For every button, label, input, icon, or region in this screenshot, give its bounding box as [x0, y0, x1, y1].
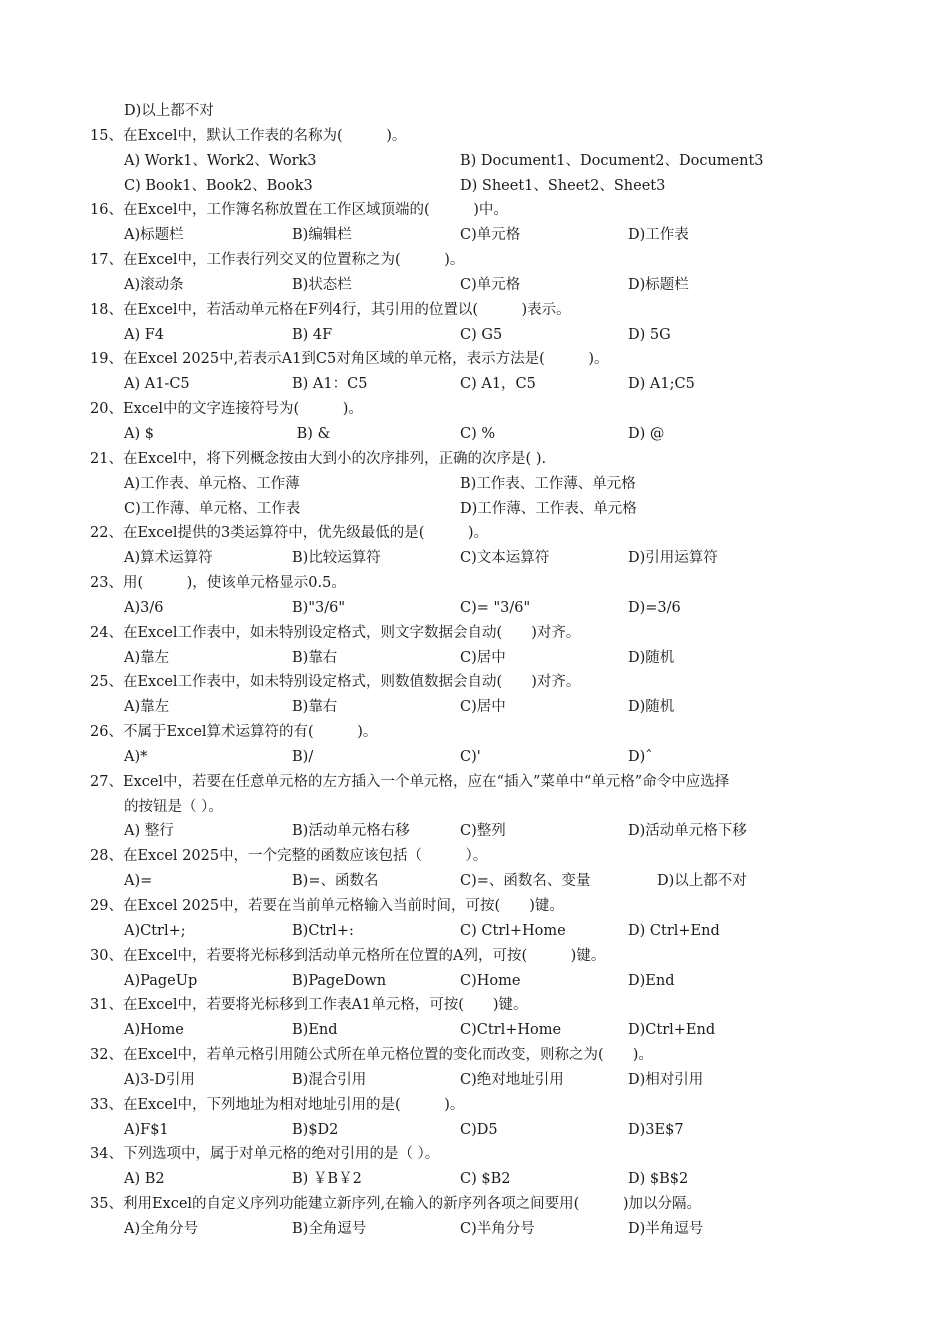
- option-a: A) 整行: [124, 823, 174, 840]
- question-stem: [90, 248, 890, 273]
- question-item: [90, 1093, 890, 1143]
- option-c: C)工作薄、单元格、工作表: [124, 500, 301, 517]
- question-text: 26、不属于Excel算术运算符的有( )。: [90, 724, 378, 741]
- option-b: B)靠右: [292, 699, 338, 716]
- option-d: D) Sheet1、Sheet2、Sheet3: [460, 177, 666, 194]
- question-text: 31、在Excel中，若要将光标移到工作表A1单元格，可按( )键。: [90, 997, 528, 1014]
- question-stem: [90, 447, 890, 472]
- question-text: 28、在Excel 2025中，一个完整的函数应该包括（ ）。: [90, 848, 488, 865]
- question-item: [90, 670, 890, 720]
- option-d: D)随机: [628, 699, 675, 716]
- option-row: [90, 1018, 890, 1043]
- option-a: A)全角分号: [124, 1220, 199, 1237]
- question-item: [90, 944, 890, 994]
- option-d: D)工作表: [628, 227, 689, 244]
- question-item: [90, 993, 890, 1043]
- option-b: B)工作表、工作薄、单元格: [460, 475, 636, 492]
- option-row: [90, 546, 890, 571]
- option-c: C)单元格: [460, 227, 521, 244]
- option-row: [90, 472, 890, 497]
- question-item: [90, 1043, 890, 1093]
- option-d: D) Ctrl+End: [628, 922, 720, 939]
- question-list: [90, 99, 890, 1242]
- option-d: D)工作薄、工作表、单元格: [460, 500, 637, 517]
- option-a: A) Work1、Work2、Work3: [124, 152, 317, 169]
- option-a: A) A1-C5: [124, 376, 190, 393]
- question-text: 21、在Excel中，将下列概念按由大到小的次序排列，正确的次序是( ).: [90, 450, 547, 467]
- option-c: C)D5: [460, 1121, 498, 1138]
- option-b: B)/: [292, 748, 314, 765]
- question-text: 24、在Excel工作表中，如未特别设定格式，则文字数据会自动( )对齐。: [90, 624, 581, 641]
- question-item: [90, 298, 890, 348]
- option-c: C) G5: [460, 326, 503, 343]
- option-c: C) Book1、Book2、Book3: [124, 177, 313, 194]
- option-a: A) F4: [124, 326, 165, 343]
- option-row: [90, 869, 890, 894]
- question-stem: [90, 347, 890, 372]
- option-d: D) A1;C5: [628, 376, 695, 393]
- option-d: D) $B$2: [628, 1171, 689, 1188]
- option-d: D)3E$7: [628, 1121, 684, 1138]
- option-row: [90, 149, 890, 174]
- option-c: C)绝对地址引用: [460, 1071, 564, 1088]
- option-b: B)PageDown: [292, 972, 387, 989]
- previous-question-tail: [90, 99, 890, 124]
- option-b: B) 4F: [292, 326, 333, 343]
- option-b: B)Ctrl+:: [292, 922, 354, 939]
- option-b: B)=、函数名: [292, 873, 379, 890]
- question-item: [90, 720, 890, 770]
- question-stem: [90, 1043, 890, 1068]
- option-c: C) $B2: [460, 1171, 511, 1188]
- option-row: [90, 372, 890, 397]
- option-b: B)状态栏: [292, 276, 352, 293]
- option-row: [90, 1167, 890, 1192]
- option-c: C)居中: [460, 649, 506, 666]
- question-stem: [90, 1192, 890, 1217]
- question-stem: [90, 993, 890, 1018]
- option-d: D)=3/6: [628, 599, 681, 616]
- option-b: B) A1：C5: [292, 376, 368, 393]
- question-stem: [90, 670, 890, 695]
- option-a: A)3-D引用: [124, 1071, 195, 1088]
- question-item: [90, 1192, 890, 1242]
- question-text: 23、用( )，使该单元格显示0.5。: [90, 575, 346, 592]
- question-stem: [90, 894, 890, 919]
- question-stem: [90, 198, 890, 223]
- question-stem: [90, 770, 890, 795]
- question-text: 33、在Excel中，下列地址为相对地址引用的是( )。: [90, 1096, 465, 1113]
- option-a: A)*: [124, 748, 148, 765]
- option-a: A) $: [124, 425, 154, 442]
- option-row: [90, 497, 890, 522]
- question-item: [90, 844, 890, 894]
- question-stem: [90, 521, 890, 546]
- option-a: A) B2: [124, 1171, 165, 1188]
- option-d: D) 5G: [628, 326, 671, 343]
- option-d: D)Ctrl+End: [628, 1022, 716, 1039]
- option-a: A)3/6: [124, 599, 164, 616]
- option-c: C)整列: [460, 823, 506, 840]
- option-b: B)End: [292, 1022, 338, 1039]
- option-row: [90, 422, 890, 447]
- question-item: [90, 447, 890, 522]
- option-d: D)以上都不对: [124, 103, 214, 119]
- option-row: [90, 695, 890, 720]
- option-c: C)Home: [460, 972, 521, 989]
- option-d: D)标题栏: [628, 276, 689, 293]
- option-d: D)以上都不对: [628, 873, 747, 890]
- option-a: A)靠左: [124, 699, 170, 716]
- question-item: [90, 894, 890, 944]
- option-b: B)靠右: [292, 649, 338, 666]
- option-row: [90, 223, 890, 248]
- question-text: 20、Excel中的文字连接符号为( )。: [90, 401, 363, 418]
- option-row: [90, 273, 890, 298]
- question-text: 18、在Excel中，若活动单元格在F列4行，其引用的位置以( )表示。: [90, 301, 571, 318]
- option-c: C)半角分号: [460, 1220, 535, 1237]
- question-text: 22、在Excel提供的3类运算符中，优先级最低的是( )。: [90, 525, 489, 542]
- option-b: B) &: [292, 425, 331, 442]
- option-row: [90, 174, 890, 199]
- question-stem: [90, 124, 890, 149]
- question-stem: [90, 298, 890, 323]
- option-d: D) @: [628, 425, 665, 442]
- option-b: B) ￥B￥2: [292, 1171, 362, 1188]
- option-d: D)活动单元格下移: [628, 823, 747, 840]
- option-row: [90, 969, 890, 994]
- option-row: [90, 646, 890, 671]
- option-c: C) %: [460, 425, 496, 442]
- question-item: [90, 521, 890, 571]
- question-stem: [90, 571, 890, 596]
- option-a: A)标题栏: [124, 227, 184, 244]
- option-a: A)=: [124, 873, 153, 890]
- option-c: C)文本运算符: [460, 550, 550, 567]
- question-text: 35、利用Excel的自定义序列功能建立新序列,在输入的新序列各项之间要用( )加以分隔。: [90, 1196, 701, 1213]
- option-a: A)F$1: [124, 1121, 169, 1138]
- option-c: C)= "3/6": [460, 599, 531, 616]
- question-text: 19、在Excel 2025中,若表示A1到C5对角区域的单元格，表示方法是( )。: [90, 351, 609, 368]
- option-b: B) Document1、Document2、Document3: [460, 152, 764, 169]
- option-a: A)靠左: [124, 649, 170, 666]
- question-item: [90, 347, 890, 397]
- option-c: C)=、函数名、变量: [460, 873, 591, 890]
- question-stem-continued: [90, 795, 890, 820]
- question-text: 30、在Excel中，若要将光标移到活动单元格所在位置的A列，可按( )键。: [90, 947, 606, 964]
- question-item: [90, 1142, 890, 1192]
- option-c: C)单元格: [460, 276, 521, 293]
- option-row: [90, 1118, 890, 1143]
- option-b: B)编辑栏: [292, 227, 352, 244]
- option-b: B)全角逗号: [292, 1220, 367, 1237]
- option-a: A)算术运算符: [124, 550, 213, 567]
- option-c: C)居中: [460, 699, 506, 716]
- question-stem: [90, 397, 890, 422]
- option-b: B)"3/6": [292, 599, 345, 616]
- question-item: [90, 248, 890, 298]
- question-item: [90, 198, 890, 248]
- option-b: B)活动单元格右移: [292, 823, 410, 840]
- option-c: C)': [460, 748, 481, 765]
- option-a: A)工作表、单元格、工作薄: [124, 475, 300, 492]
- question-item: [90, 571, 890, 621]
- option-d: D)半角逗号: [628, 1220, 704, 1237]
- question-text: 25、在Excel工作表中，如未特别设定格式，则数值数据会自动( )对齐。: [90, 674, 581, 691]
- option-d: D)ˆ: [628, 748, 653, 765]
- question-text: 16、在Excel中，工作簿名称放置在工作区域顶端的( )中。: [90, 202, 508, 219]
- option-a: A)Ctrl+;: [124, 922, 186, 939]
- option-b: B)比较运算符: [292, 550, 381, 567]
- question-text: 27、Excel中，若要在任意单元格的左方插入一个单元格，应在“插入”菜单中“单元格”命令中应选择: [90, 773, 730, 790]
- question-text: 15、在Excel中，默认工作表的名称为( )。: [90, 127, 407, 144]
- option-c: C) A1，C5: [460, 376, 536, 393]
- question-stem: [90, 1093, 890, 1118]
- option-d: D)随机: [628, 649, 675, 666]
- question-item: [90, 397, 890, 447]
- question-stem: [90, 844, 890, 869]
- option-row: [90, 596, 890, 621]
- question-item: [90, 770, 890, 845]
- question-text: 17、在Excel中，工作表行列交叉的位置称之为( )。: [90, 252, 465, 269]
- question-text-continued: 的按钮是（ ）。: [124, 798, 223, 815]
- option-d: D)相对引用: [628, 1071, 704, 1088]
- option-b: B)混合引用: [292, 1071, 367, 1088]
- option-b: B)$D2: [292, 1121, 339, 1138]
- question-stem: [90, 720, 890, 745]
- option-row: [90, 819, 890, 844]
- option-a: A)滚动条: [124, 276, 184, 293]
- option-row: [90, 745, 890, 770]
- question-text: 34、下列选项中，属于对单元格的绝对引用的是（ ）。: [90, 1146, 440, 1163]
- question-text: 29、在Excel 2025中，若要在当前单元格输入当前时间，可按( )键。: [90, 898, 564, 914]
- option-c: C)Ctrl+Home: [460, 1022, 562, 1039]
- option-a: A)Home: [124, 1022, 184, 1039]
- question-item: [90, 621, 890, 671]
- question-stem: [90, 1142, 890, 1167]
- option-row: [90, 919, 890, 944]
- option-row: [90, 1068, 890, 1093]
- question-stem: [90, 621, 890, 646]
- option-row: [90, 1217, 890, 1242]
- option-d: D)End: [628, 972, 675, 989]
- option-row: [90, 323, 890, 348]
- question-item: [90, 124, 890, 199]
- option-a: A)PageUp: [124, 972, 198, 989]
- question-text: 32、在Excel中，若单元格引用随公式所在单元格位置的变化而改变，则称之为( )。: [90, 1047, 653, 1064]
- option-d: D)引用运算符: [628, 550, 718, 567]
- question-stem: [90, 944, 890, 969]
- option-c: C) Ctrl+Home: [460, 922, 566, 939]
